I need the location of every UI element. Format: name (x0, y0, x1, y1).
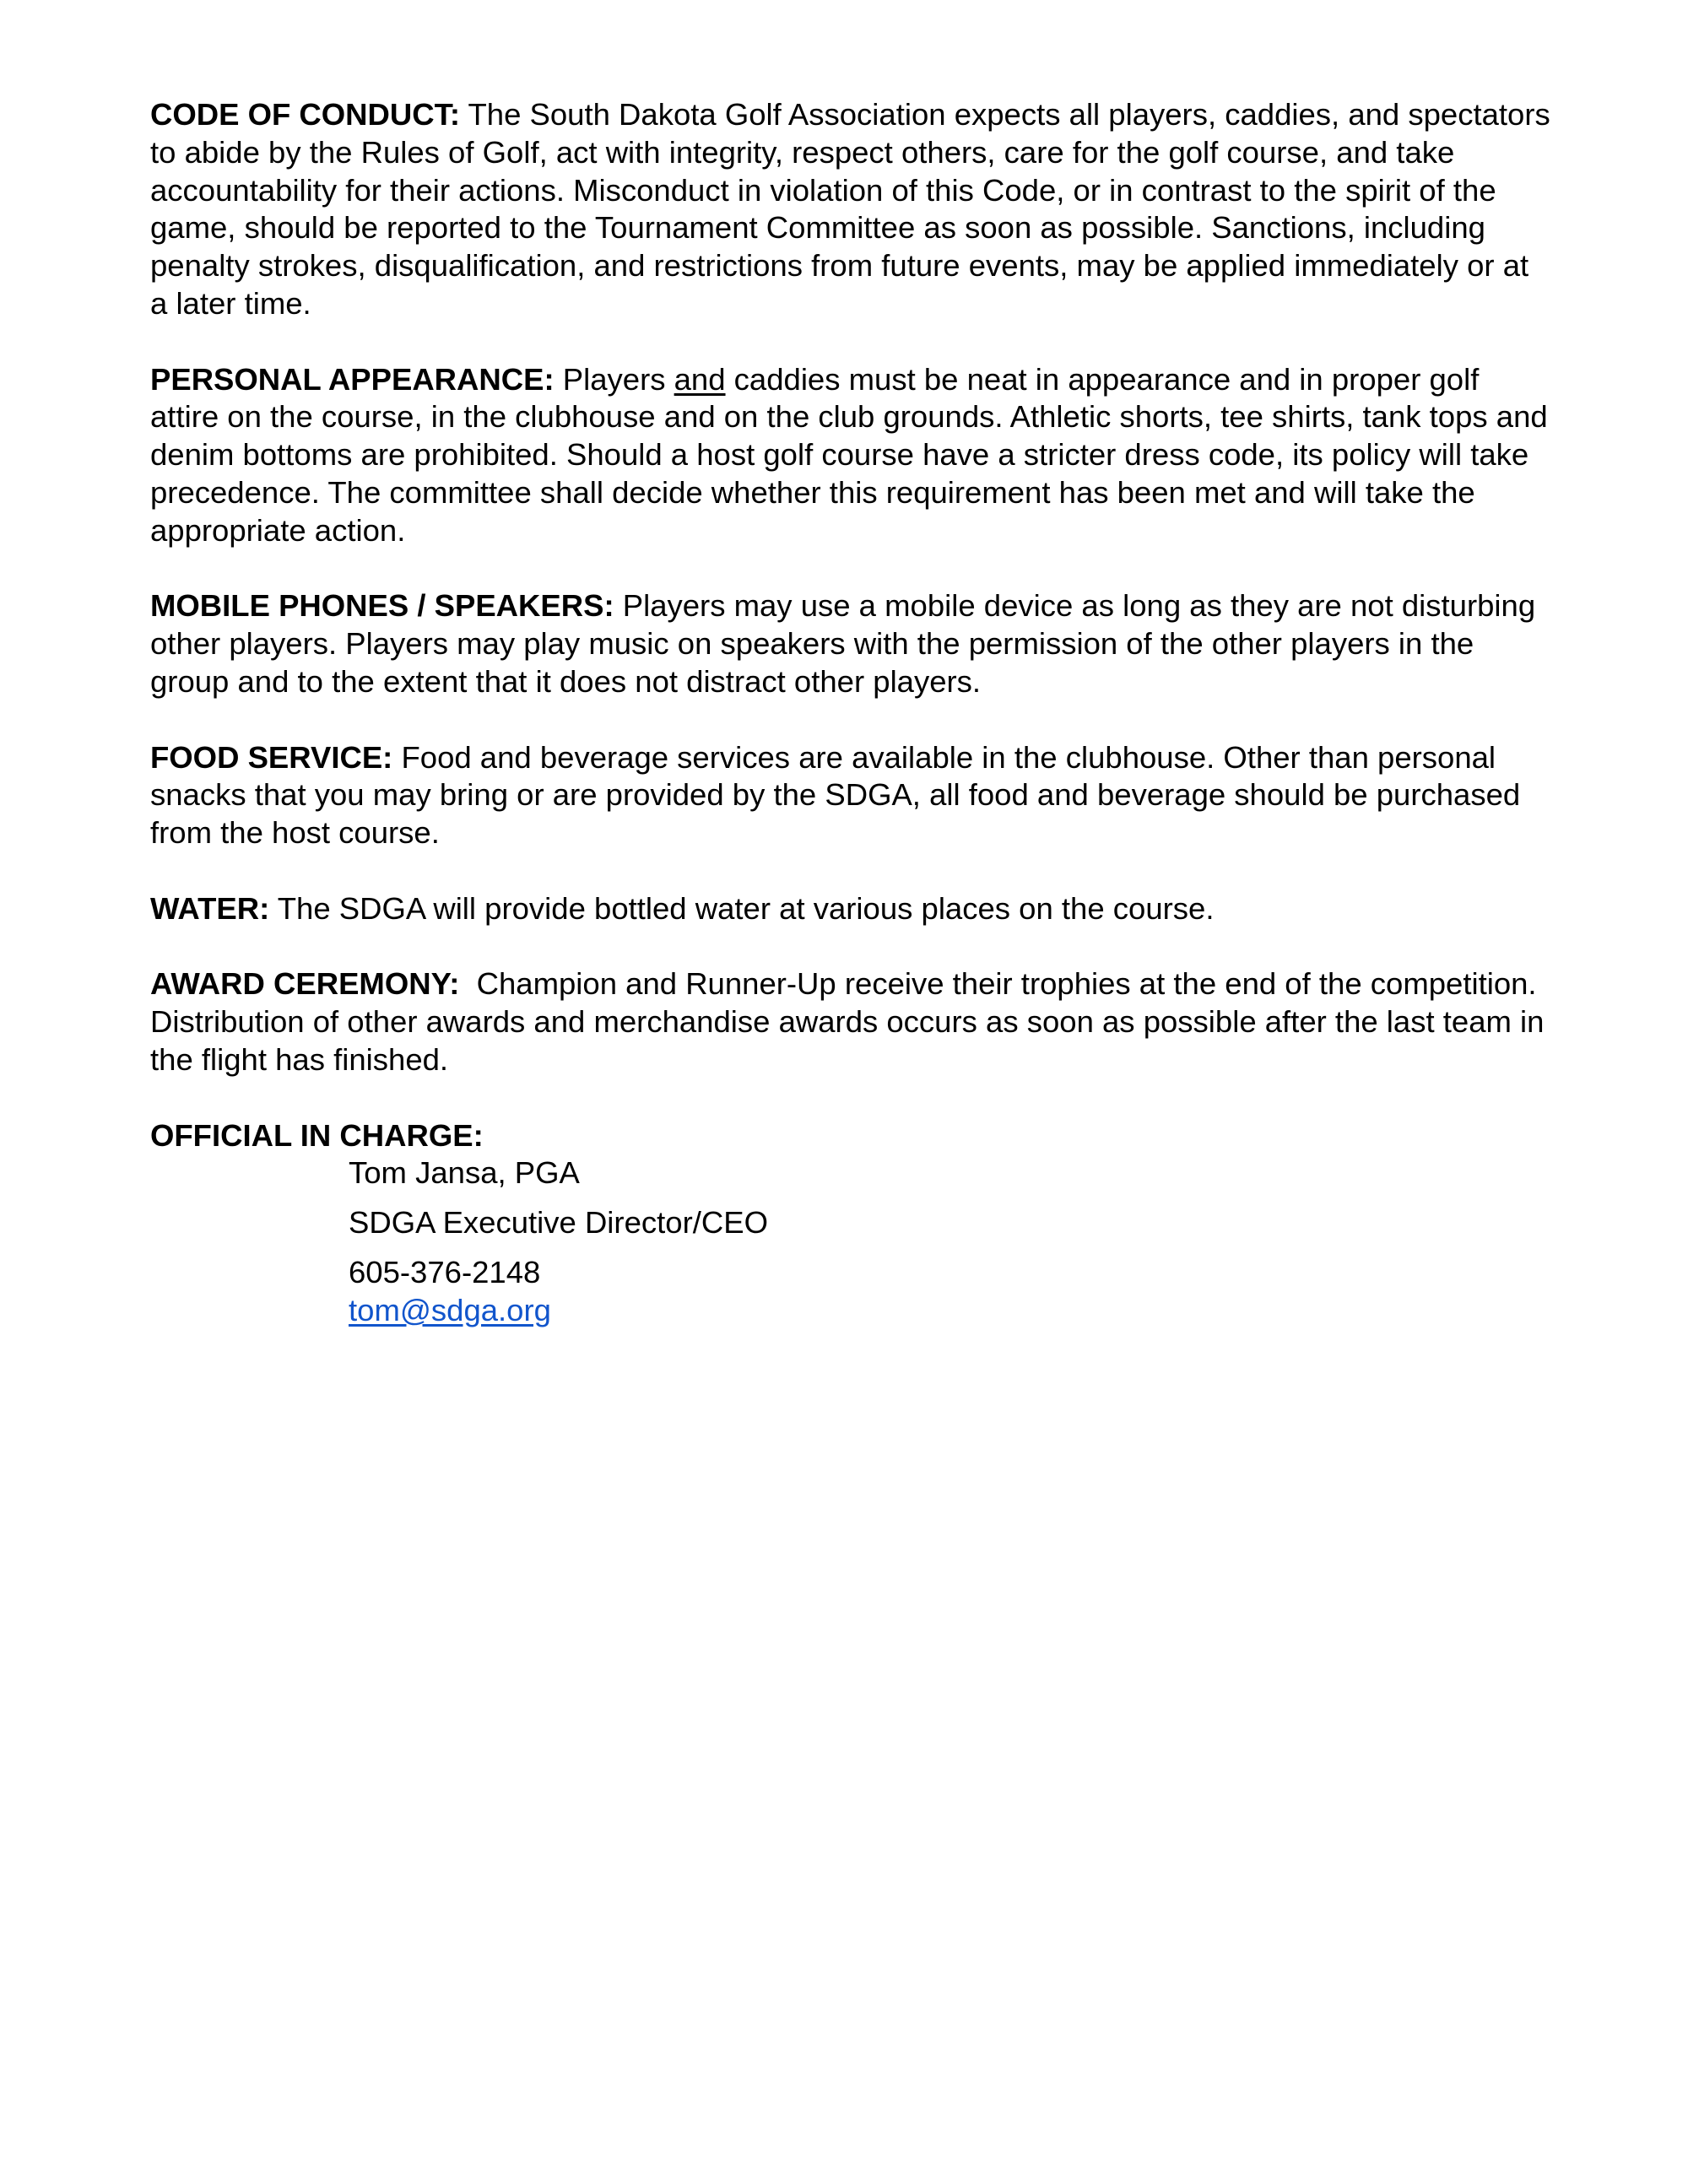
food-service-text: Food and beverage services are available in the clubhouse. Other than personal snacks that you may bring or are provided by the SDGA, all food and beverage should be purchased from the host course. (150, 739, 1521, 851)
section-official-in-charge (150, 1117, 1551, 1330)
official-email-link[interactable]: tom@sdga.org (349, 1292, 551, 1327)
personal-appearance-heading: PERSONAL APPEARANCE: (150, 361, 555, 397)
personal-appearance-underlined-word: and (674, 361, 726, 397)
section-food-service (150, 739, 1551, 852)
section-award-ceremony (150, 965, 1551, 1078)
water-text: The SDGA will provide bottled water at various places on the course. (269, 890, 1215, 926)
personal-appearance-text-start: Players (554, 361, 674, 397)
section-mobile-phones (150, 587, 1551, 700)
section-personal-appearance (150, 361, 1551, 550)
mobile-phones-text: Players may use a mobile device as long as they are not disturbing other players. Players may play music on speakers with the permission of the other players in the group and to the extent that it does not distract other players. (150, 588, 1536, 699)
official-in-charge-heading: OFFICIAL IN CHARGE: (150, 1117, 484, 1153)
mobile-phones-heading: MOBILE PHONES / SPEAKERS: (150, 588, 614, 624)
official-email-line (349, 1292, 1551, 1330)
personal-appearance-text-end: caddies must be neat in appearance and in proper golf attire on the course, in the clubhouse and on the club grounds. Athletic shorts, tee shirts, tank tops and denim bottoms are prohibited. Should a host golf course have a stricter dress code, its policy will take precedence. The committee shall decide whether this requirement has been met and will take the appropriate action. (150, 361, 1548, 548)
code-of-conduct-text: The South Dakota Golf Association expects all players, caddies, and spectators to abide by the Rules of Golf, act with integrity, respect others, care for the golf course, and take accountability for their actions. Misconduct in violation of this Code, or in contrast to the spirit of the game, should be reported to the Tournament Committee as soon as possible. Sanctions, including penalty strokes, disqualification, and restrictions from future events, may be applied immediately or at a later time. (150, 97, 1550, 321)
code-of-conduct-heading: CODE OF CONDUCT: (150, 97, 461, 132)
award-ceremony-text: Champion and Runner-Up receive their trophies at the end of the competition. Distribution of other awards and merchandise awards occurs as soon as possible after the last team in the flight has finished. (150, 966, 1553, 1077)
official-title: SDGA Executive Director/CEO (349, 1205, 768, 1241)
section-code-of-conduct (150, 96, 1551, 323)
official-phone: 605-376-2148 (349, 1254, 541, 1289)
document-body (150, 96, 1551, 1367)
official-name: Tom Jansa, PGA (349, 1155, 580, 1191)
section-water (150, 890, 1551, 928)
food-service-heading: FOOD SERVICE: (150, 739, 393, 775)
official-contact-block (349, 1154, 1551, 1329)
water-heading: WATER: (150, 890, 270, 926)
award-ceremony-heading: AWARD CEREMONY: (150, 966, 460, 1002)
